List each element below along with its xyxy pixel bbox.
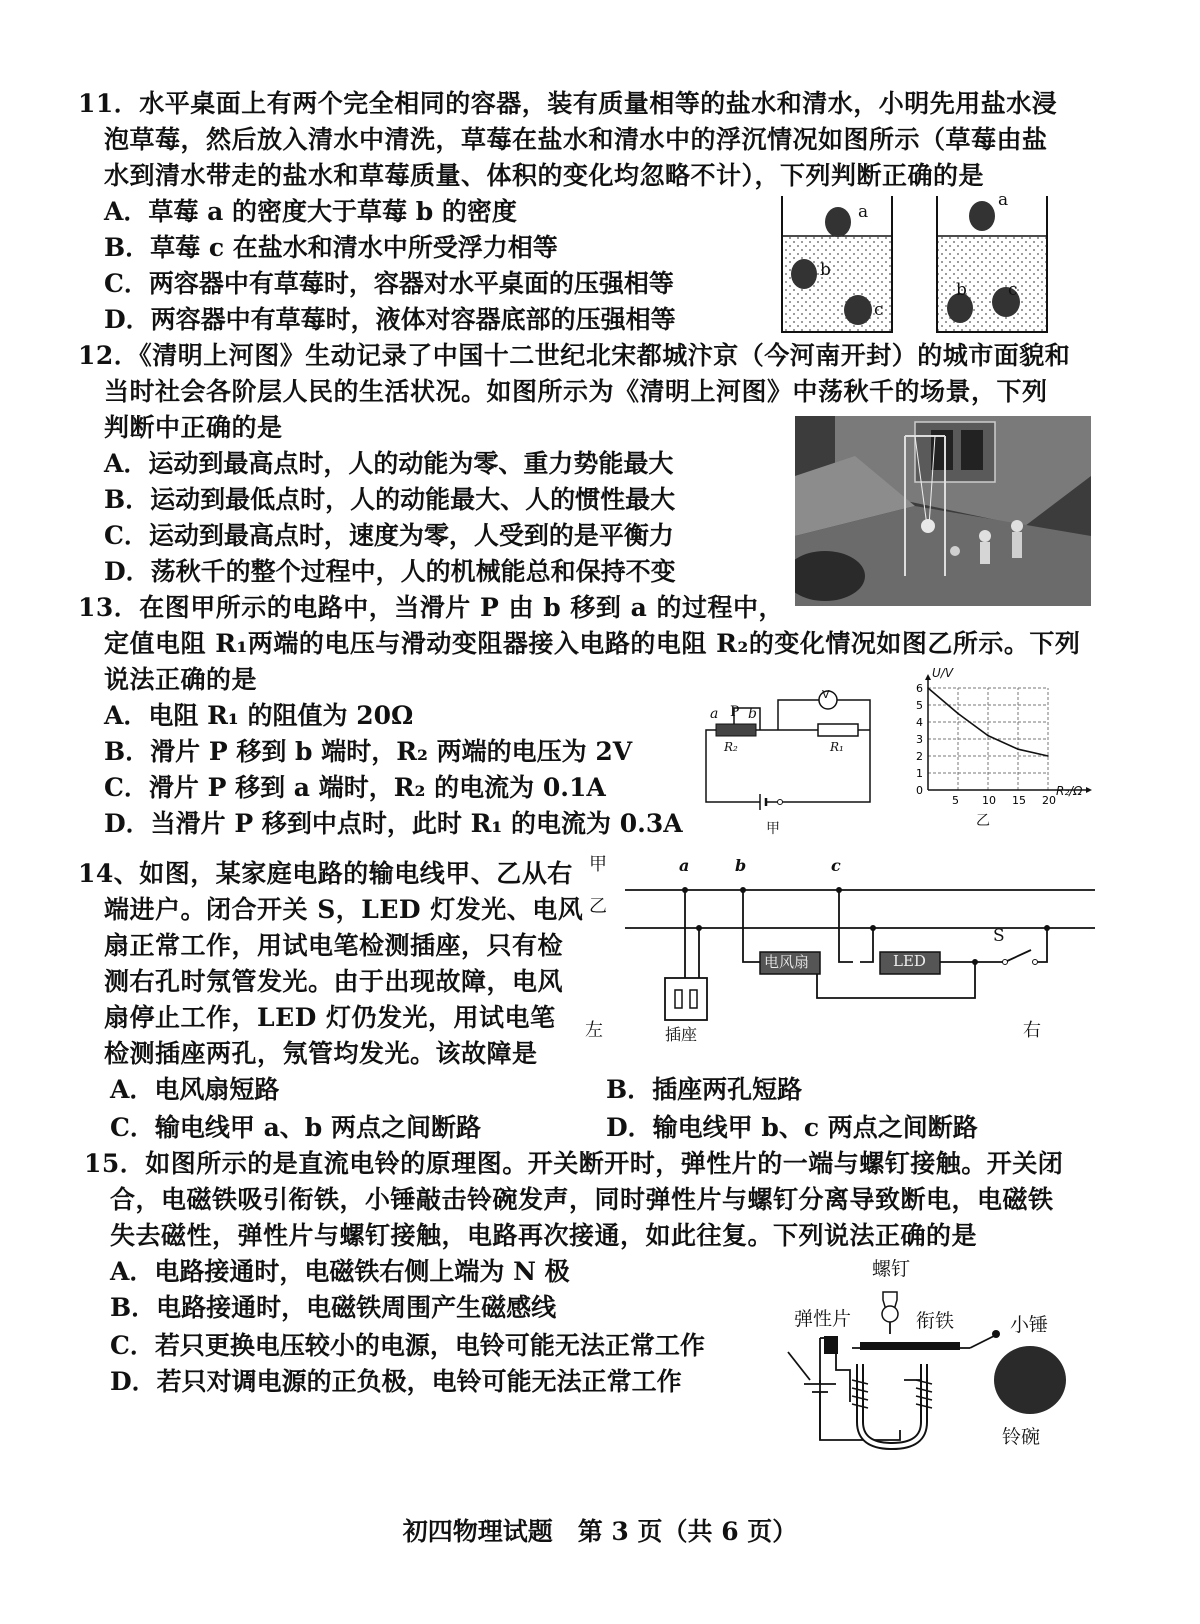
- point-b-label: b: [735, 856, 747, 875]
- q14-option-d: D．输电线甲 b、c 两点之间断路: [606, 1113, 978, 1142]
- y-tick-label: 1: [916, 767, 923, 780]
- q12-option-a: A．运动到最高点时，人的动能为零、重力势能最大: [104, 449, 674, 478]
- y-axis-arrow: [925, 674, 931, 680]
- data-point: [957, 713, 959, 715]
- circuit-r1-label: R₁: [830, 740, 844, 754]
- q11-option-b: B．草莓 c 在盐水和清水中所受浮力相等: [104, 233, 558, 262]
- x-tick-label: 5: [952, 794, 959, 807]
- data-point: [1047, 755, 1049, 757]
- q15-option-a: A．电路接通时，电磁铁右侧上端为 N 极: [110, 1257, 570, 1286]
- data-point: [1017, 748, 1019, 750]
- graph-xlabel: R₂/Ω: [1056, 784, 1083, 798]
- q13-option-c: C．滑片 P 移到 a 端时，R₂ 的电流为 0.1A: [104, 773, 606, 802]
- q14-stem-line-6: 检测插座两孔，氖管均发光。该故障是: [104, 1039, 538, 1068]
- q14-stem-line-1: 14、如图，某家庭电路的输电线甲、乙从右: [78, 859, 573, 888]
- y-tick-label: 3: [916, 733, 923, 746]
- x-tick-label: 10: [982, 794, 996, 807]
- q13-option-a: A．电阻 R₁ 的阻值为 20Ω: [104, 701, 414, 730]
- circuit-point-b: b: [748, 706, 757, 722]
- q14-household-circuit: [585, 854, 1100, 1058]
- q15-stem-line-3: 失去磁性，弹性片与螺钉接触，电路再次接通，如此往复。下列说法正确的是: [110, 1221, 978, 1250]
- q13-option-d: D．当滑片 P 移到中点时，此时 R₁ 的电流为 0.3A: [104, 809, 683, 838]
- y-tick-label: 6: [916, 682, 923, 695]
- q11-label-c1: c: [874, 300, 884, 320]
- right-label: 右: [1023, 1020, 1041, 1041]
- voltmeter-label: V: [822, 688, 830, 701]
- graph-caption-yi: 乙: [976, 813, 990, 829]
- q12-option-c: C．运动到最高点时，速度为零，人受到的是平衡力: [104, 521, 674, 550]
- q11-label-a2: a: [998, 190, 1009, 210]
- screw-label: 螺钉: [872, 1258, 911, 1280]
- circuit-caption-jia: 甲: [766, 821, 780, 837]
- led-label: LED: [893, 952, 926, 970]
- point-a-label: a: [679, 856, 690, 875]
- q11-label-c2: c: [1008, 280, 1018, 300]
- q14-stem-line-5: 扇停止工作，LED 灯仍发光，用试电笔: [104, 1003, 556, 1032]
- q13-graph-yi: [908, 666, 1098, 832]
- spring-plate-label: 弹性片: [794, 1308, 852, 1330]
- q13-circuit-jia: [700, 688, 880, 837]
- point-c-label: c: [831, 856, 841, 875]
- q12-option-d: D．荡秋千的整个过程中，人的机械能总和保持不变: [104, 557, 676, 586]
- qingming-swing-painting: [795, 416, 1091, 606]
- q15-stem-line-2: 合，电磁铁吸引衔铁，小锤敲击铃碗发声，同时弹性片与螺钉分离导致断电，电磁铁: [110, 1185, 1054, 1214]
- x-axis-arrow: [1086, 787, 1092, 793]
- x-tick-label: 20: [1042, 794, 1056, 807]
- data-point: [927, 687, 929, 689]
- q14-stem-line-2: 端进户。闭合开关 S，LED 灯发光、电风: [104, 895, 584, 924]
- q11-label-b1: b: [820, 260, 831, 280]
- q12-stem-line-1: 12．《清明上河图》生动记录了中国十二世纪北宋都城汴京（今河南开封）的城市面貌和: [78, 341, 1071, 370]
- fan-label: 电风扇: [764, 953, 810, 971]
- q14-option-c: C．输电线甲 a、b 两点之间断路: [110, 1113, 481, 1142]
- q11-stem-line-1: 11．水平桌面上有两个完全相同的容器，装有质量相等的盐水和清水，小明先用盐水浸: [78, 89, 1058, 118]
- hammer-label: 小锤: [1010, 1314, 1049, 1336]
- q15-electric-bell-diagram: [780, 1258, 1100, 1462]
- q11-option-a: A．草莓 a 的密度大于草莓 b 的密度: [104, 197, 517, 226]
- q14-option-a: A．电风扇短路: [110, 1075, 280, 1104]
- circuit-slider-p: P: [730, 704, 740, 720]
- q15-option-d: D．若只对调电源的正负极，电铃可能无法正常工作: [110, 1367, 682, 1396]
- q13-stem-line-2: 定值电阻 R₁两端的电压与滑动变阻器接入电路的电阻 R₂的变化情况如图乙所示。下列: [104, 629, 1081, 658]
- armature-label: 衔铁: [916, 1310, 955, 1332]
- q12-stem-line-2: 当时社会各阶层人民的生活状况。如图所示为《清明上河图》中荡秋千的场景，下列: [104, 377, 1048, 406]
- q12-option-b: B．运动到最低点时，人的动能最大、人的惯性最大: [104, 485, 676, 514]
- socket-label: 插座: [665, 1025, 698, 1044]
- left-label: 左: [585, 1020, 603, 1041]
- q11-strawberry-figure: [780, 190, 1120, 336]
- q11-stem-line-2: 泡草莓，然后放入清水中清洗，草莓在盐水和清水中的浮沉情况如图所示（草莓由盐: [104, 125, 1048, 154]
- q12-stem-line-3: 判断中正确的是: [104, 413, 283, 442]
- y-tick-label: 4: [916, 716, 923, 729]
- q15-stem-line-1: 15．如图所示的是直流电铃的原理图。开关断开时，弹性片的一端与螺钉接触。开关闭: [84, 1149, 1064, 1178]
- y-tick-label: 0: [916, 784, 923, 797]
- data-point: [987, 735, 989, 737]
- q14-stem-line-4: 测右孔时氖管发光。由于出现故障，电风: [104, 967, 564, 996]
- graph-ylabel: U/V: [932, 666, 954, 680]
- q15-option-b: B．电路接通时，电磁铁周围产生磁感线: [110, 1293, 557, 1322]
- wire-jia-label: 甲: [589, 854, 607, 875]
- q13-stem-line-1: 13．在图甲所示的电路中，当滑片 P 由 b 移到 a 的过程中，: [78, 593, 784, 622]
- q11-label-a1: a: [858, 202, 869, 222]
- circuit-r2-label: R₂: [724, 740, 738, 754]
- q15-option-c: C．若只更换电压较小的电源，电铃可能无法正常工作: [110, 1331, 705, 1360]
- switch-s-label: S: [993, 926, 1005, 946]
- wire-yi-label: 乙: [589, 896, 607, 917]
- y-tick-label: 5: [916, 699, 923, 712]
- q11-stem-line-3: 水到清水带走的盐水和草莓质量、体积的变化均忽略不计），下列判断正确的是: [104, 161, 985, 190]
- circuit-point-a: a: [710, 706, 719, 722]
- page-footer: 初四物理试题 第 3 页（共 6 页）: [402, 1517, 798, 1546]
- q14-option-b: B．插座两孔短路: [606, 1075, 803, 1104]
- q13-option-b: B．滑片 P 移到 b 端时，R₂ 两端的电压为 2V: [104, 737, 633, 766]
- q11-option-c: C．两容器中有草莓时，容器对水平桌面的压强相等: [104, 269, 674, 298]
- q13-stem-line-3: 说法正确的是: [104, 665, 258, 694]
- bell-bowl-label: 铃碗: [1002, 1426, 1041, 1448]
- x-tick-label: 15: [1012, 794, 1026, 807]
- q11-option-d: D．两容器中有草莓时，液体对容器底部的压强相等: [104, 305, 676, 334]
- q14-stem-line-3: 扇正常工作，用试电笔检测插座，只有检: [104, 931, 564, 960]
- q11-label-b2: b: [956, 280, 967, 300]
- y-tick-label: 2: [916, 750, 923, 763]
